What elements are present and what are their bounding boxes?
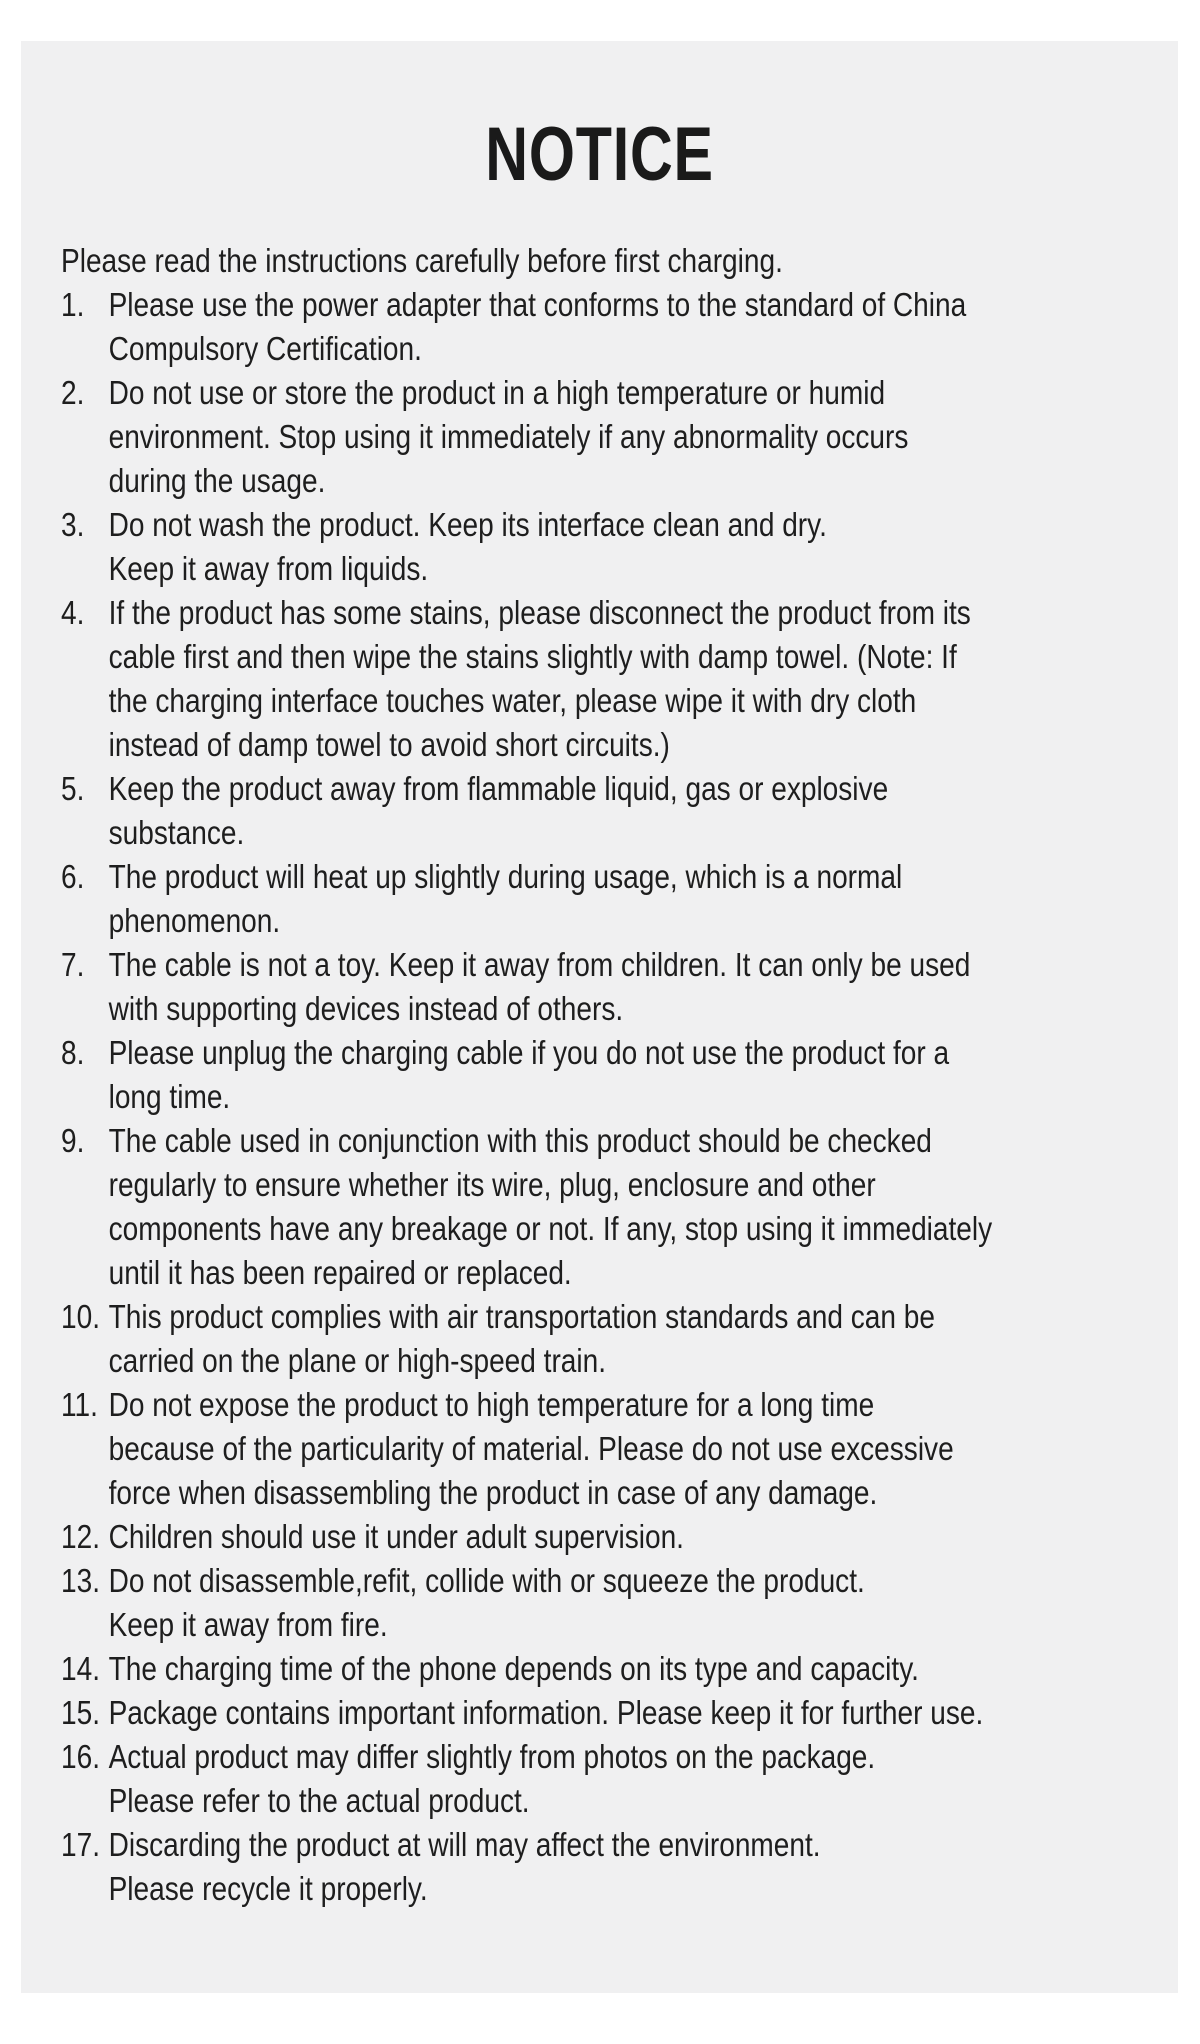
text-line: If the product has some stains, please disconnect the product from its: [108, 594, 971, 631]
text-line: This product complies with air transportation standards and can be: [108, 1298, 935, 1335]
text-line: Keep it away from liquids.: [108, 550, 429, 587]
list-item: [61, 1691, 1141, 1735]
list-item-text: [109, 1383, 1141, 1515]
text-line: with supporting devices instead of others.: [108, 990, 624, 1027]
list-item: [61, 1031, 1141, 1119]
text-line: Package contains important information. Please keep it for further use.: [108, 1694, 984, 1731]
list-item-text: [109, 855, 1141, 943]
text-line: until it has been repaired or replaced.: [108, 1254, 572, 1291]
text-line: The cable used in conjunction with this product should be checked: [108, 1122, 932, 1159]
text-line: Do not expose the product to high temperature for a long time: [108, 1386, 875, 1423]
text-line: instead of damp towel to avoid short circuits.): [108, 726, 670, 763]
list-item-number: 11.: [61, 1386, 98, 1423]
list-item: [61, 1823, 1141, 1911]
text-line: Please use the power adapter that conforms to the standard of China: [108, 286, 967, 323]
text-line: The product will heat up slightly during usage, which is a normal: [108, 858, 903, 895]
list-item-text: [109, 591, 1141, 767]
list-item-number: 13.: [61, 1562, 100, 1599]
list-item: [61, 283, 1141, 371]
text-line: environment. Stop using it immediately if any abnormality occurs: [108, 418, 909, 455]
list-item-number: 14.: [61, 1650, 100, 1687]
list-item: [61, 1735, 1141, 1823]
list-item-text: [109, 1647, 1141, 1691]
text-line: Do not disassemble,refit, collide with or squeeze the product.: [108, 1562, 865, 1599]
list-item-text: [109, 1119, 1141, 1295]
text-line: Please unplug the charging cable if you do not use the product for a: [108, 1034, 950, 1071]
notice-card: [21, 41, 1178, 1993]
notice-body: [61, 239, 1178, 1911]
list-item-text: [109, 503, 1141, 591]
text-line: substance.: [108, 814, 245, 851]
list-item: [61, 1559, 1141, 1647]
list-item-text: [109, 767, 1141, 855]
list-item-number: 2.: [61, 374, 85, 411]
list-item-text: [109, 1691, 1141, 1735]
list-item-number: 17.: [61, 1826, 100, 1863]
list-item: [61, 767, 1141, 855]
text-line: The cable is not a toy. Keep it away from children. It can only be used: [108, 946, 971, 983]
list-item-number: 15.: [61, 1694, 100, 1731]
list-item-text: [109, 283, 1141, 371]
list-item: [61, 1515, 1141, 1559]
list-item: [61, 1647, 1141, 1691]
list-item: [61, 855, 1141, 943]
text-line: The charging time of the phone depends on its type and capacity.: [108, 1650, 919, 1687]
notice-list: [61, 283, 1141, 1911]
text-line: components have any breakage or not. If any, stop using it immediately: [108, 1210, 993, 1247]
text-line: Do not wash the product. Keep its interface clean and dry.: [108, 506, 827, 543]
list-item: [61, 1295, 1141, 1383]
text-line: regularly to ensure whether its wire, plug, enclosure and other: [108, 1166, 876, 1203]
list-item-number: 12.: [61, 1518, 100, 1555]
list-item: [61, 591, 1141, 767]
text-line: long time.: [108, 1078, 231, 1115]
text-line: Do not use or store the product in a high temperature or humid: [108, 374, 886, 411]
list-item-text: [109, 1823, 1141, 1911]
list-item-text: [109, 1031, 1141, 1119]
text-line: Please refer to the actual product.: [108, 1782, 530, 1819]
text-line: the charging interface touches water, please wipe it with dry cloth: [108, 682, 917, 719]
text-line: Actual product may differ slightly from photos on the package.: [108, 1738, 876, 1775]
list-item: [61, 943, 1141, 1031]
list-item-text: [109, 1735, 1141, 1823]
list-item-number: 16.: [61, 1738, 100, 1775]
text-line: Children should use it under adult supervision.: [108, 1518, 684, 1555]
text-line: Keep the product away from flammable liquid, gas or explosive: [108, 770, 889, 807]
list-item-number: 1.: [61, 286, 85, 323]
list-item: [61, 503, 1141, 591]
text-line: Discarding the product at will may affect the environment.: [108, 1826, 821, 1863]
list-item-text: [109, 1515, 1141, 1559]
notice-title: NOTICE: [485, 112, 714, 197]
list-item-number: 9.: [61, 1122, 85, 1159]
list-item: [61, 371, 1141, 503]
list-item-number: 8.: [61, 1034, 85, 1071]
list-item-text: [109, 371, 1141, 503]
notice-title-row: [21, 112, 1178, 197]
text-line: cable first and then wipe the stains slightly with damp towel. (Note: If: [108, 638, 957, 675]
text-line: carried on the plane or high-speed train.: [108, 1342, 607, 1379]
list-item-number: 7.: [61, 946, 85, 983]
text-line: because of the particularity of material. Please do not use excessive: [108, 1430, 954, 1467]
list-item-number: 10.: [61, 1298, 100, 1335]
list-item-text: [109, 943, 1141, 1031]
list-item-number: 4.: [61, 594, 85, 631]
list-item-number: 5.: [61, 770, 85, 807]
list-item: [61, 1383, 1141, 1515]
text-line: Please recycle it properly.: [108, 1870, 428, 1907]
notice-text-block: [61, 239, 1141, 1911]
list-item-number: 3.: [61, 506, 85, 543]
list-item-text: [109, 1295, 1141, 1383]
text-line: Keep it away from fire.: [108, 1606, 388, 1643]
list-item: [61, 1119, 1141, 1295]
list-item-number: 6.: [61, 858, 85, 895]
text-line: phenomenon.: [108, 902, 281, 939]
list-item-text: [109, 1559, 1141, 1647]
intro-line: Please read the instructions carefully before first charging.: [61, 242, 783, 279]
text-line: force when disassembling the product in case of any damage.: [108, 1474, 878, 1511]
text-line: during the usage.: [108, 462, 326, 499]
text-line: Compulsory Certification.: [108, 330, 422, 367]
